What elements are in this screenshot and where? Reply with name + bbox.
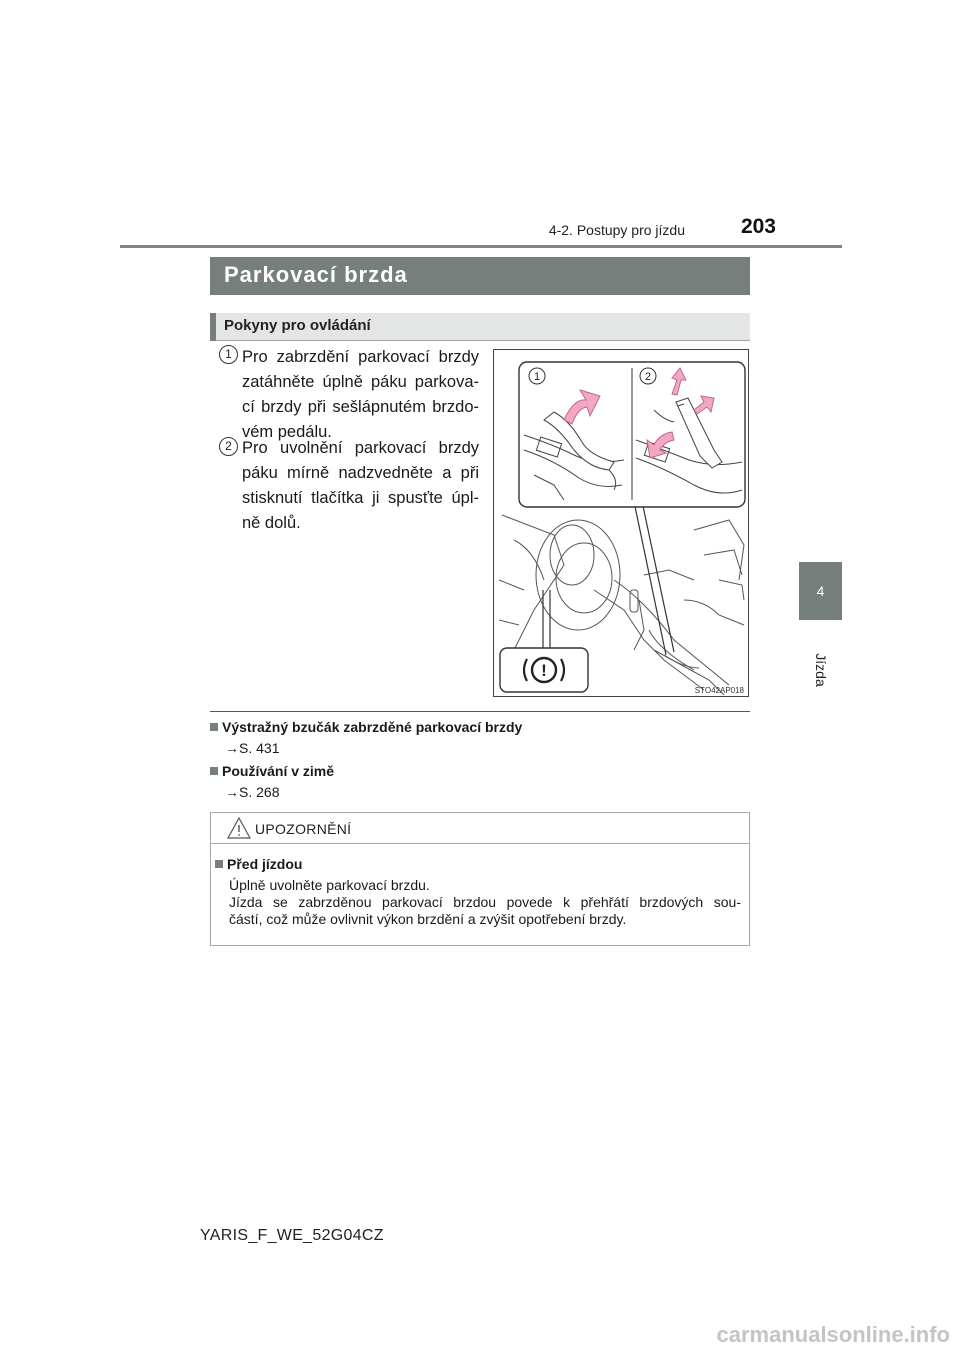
step-line: vém pedálu. (242, 423, 332, 441)
caution-line: částí, což může ovlivnit výkon brzdění a zvýšit opotřebení brzdy. (229, 911, 627, 927)
callout-2-label: 2 (644, 371, 652, 383)
chapter-label (806, 640, 836, 700)
caution-line: Jízda se zabrzděnou parkovací brzdou povede k přehřátí brzdových sou- (229, 894, 741, 910)
step-line: cí brzdy při sešlápnutém brzdo- (242, 398, 479, 416)
step-1-text (242, 345, 479, 445)
note-heading-text: Výstražný bzučák zabrzděné parkovací brzdy (222, 719, 523, 735)
caution-title: UPOZORNĚNÍ (255, 821, 352, 837)
step-2-number: 2 (219, 437, 238, 456)
note-heading-buzzer (210, 719, 522, 735)
caution-separator (211, 843, 749, 844)
subsection-accent-bar (210, 313, 216, 341)
subsection-title: Pokyny pro ovládání (224, 317, 371, 334)
subsection-title-bar (210, 313, 750, 341)
step-2-text (242, 436, 479, 536)
caution-box (210, 812, 750, 946)
running-header: 4-2. Postupy pro jízdu (548, 222, 685, 238)
step-line: stisknutí tlačítka ji spusťte úpl- (242, 489, 479, 507)
section-title-bar (210, 257, 750, 295)
note-ref-winter[interactable]: →S. 268 (225, 784, 280, 800)
illustration-code: STO42AP018 (694, 686, 744, 695)
bullet-square-icon (215, 860, 223, 868)
page-number: 203 (740, 215, 776, 238)
section-divider (210, 711, 750, 712)
step-line: páku mírně nadzvedněte a při (242, 464, 479, 482)
header-rule (120, 245, 842, 248)
callout-1-label: 1 (533, 371, 541, 383)
caution-line: Úplně uvolněte parkovací brzdu. (229, 877, 430, 893)
chapter-label-text: Jízda (813, 653, 829, 687)
parking-brake-illustration (493, 349, 749, 697)
caution-subheading (215, 856, 302, 872)
footer-code: YARIS_F_WE_52G04CZ (200, 1227, 384, 1244)
warning-symbol: ! (541, 661, 547, 680)
step-line: ně dolů. (242, 514, 301, 532)
step-line: zatáhněte úplně páku parkova- (242, 373, 479, 391)
step-line: Pro uvolnění parkovací brzdy (242, 439, 479, 457)
illustration-svg (494, 350, 749, 697)
note-heading-winter (210, 763, 334, 779)
chapter-tab: 4 (799, 562, 842, 620)
step-1-number: 1 (219, 345, 238, 364)
note-heading-text: Používání v zimě (222, 763, 335, 779)
caution-triangle-icon (227, 817, 251, 839)
step-line: Pro zabrzdění parkovací brzdy (242, 348, 479, 366)
watermark: carmanualsonline.info (716, 1322, 950, 1347)
note-ref-buzzer[interactable]: →S. 431 (225, 740, 280, 756)
bullet-square-icon (210, 723, 218, 731)
bullet-square-icon (210, 767, 218, 775)
caution-subheading-text: Před jízdou (227, 856, 303, 872)
section-title: Parkovací brzda (224, 262, 408, 287)
